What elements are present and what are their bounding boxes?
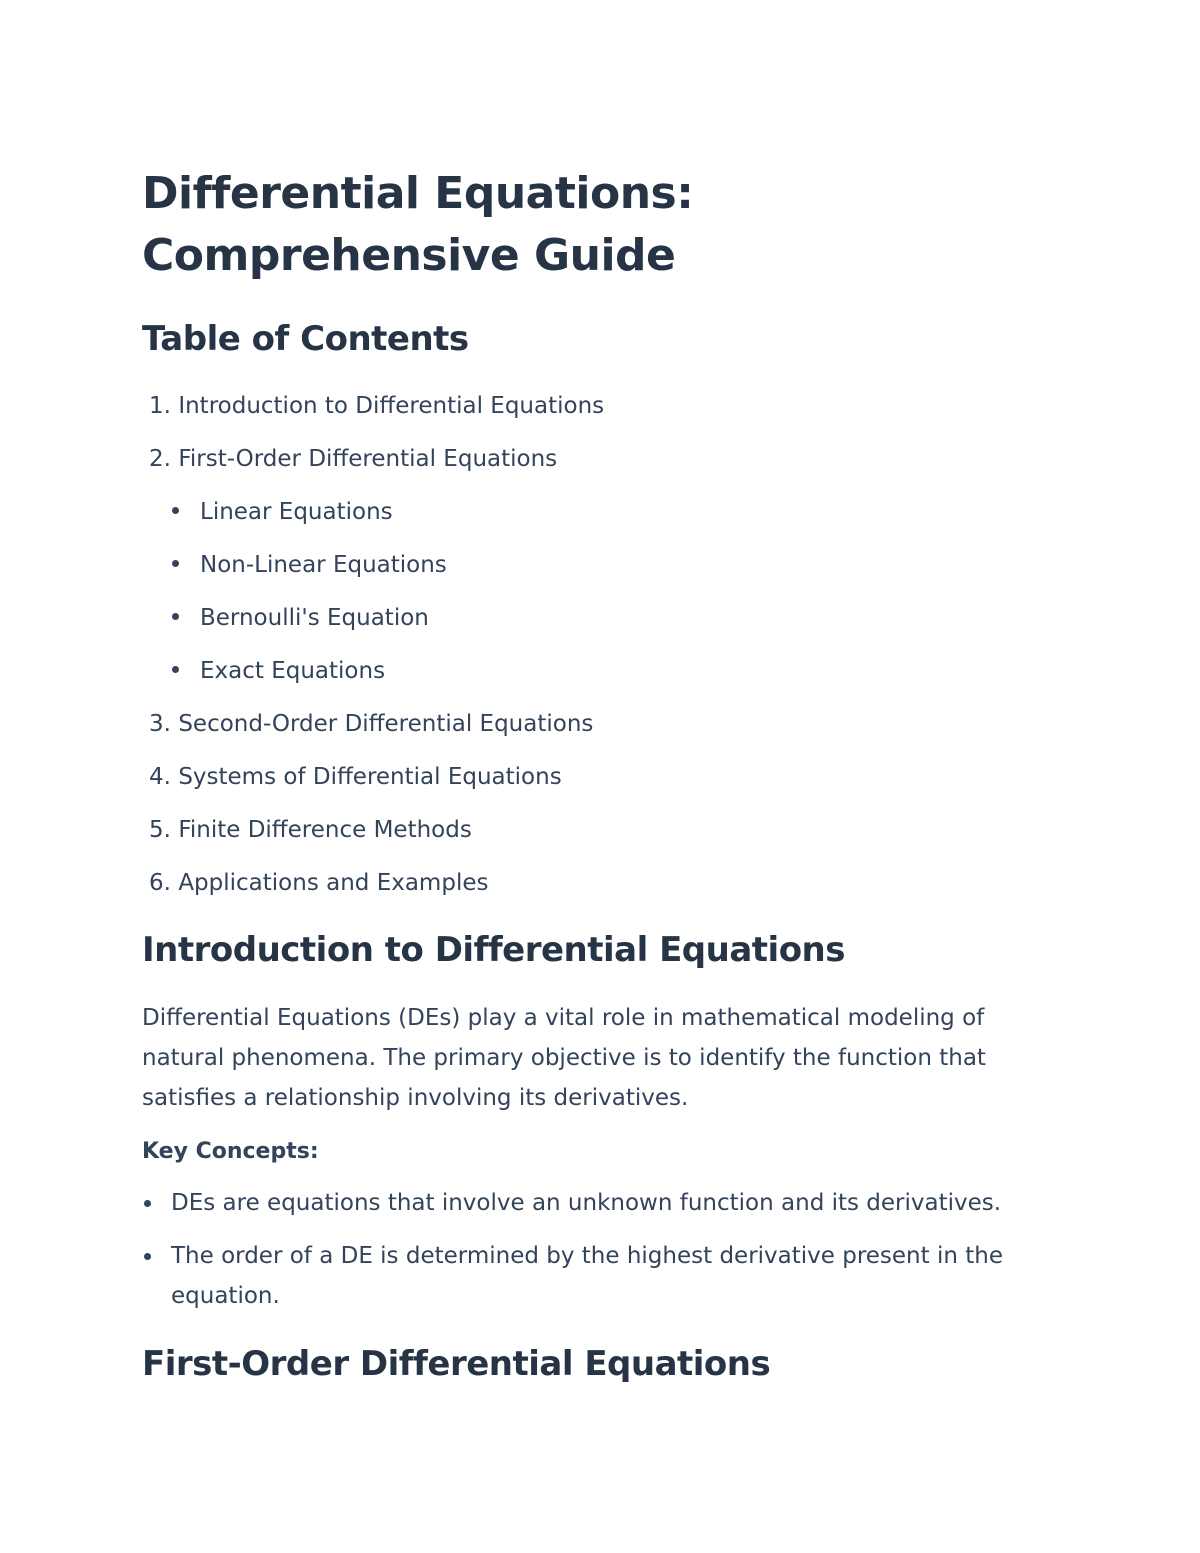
key-concept-item: [142, 1183, 1057, 1223]
toc-item-label: Finite Difference Methods: [178, 817, 472, 843]
bullet-icon: [172, 666, 179, 673]
toc-item-finite-difference[interactable]: [142, 815, 472, 845]
toc-item-first-order[interactable]: [142, 444, 557, 474]
toc-subitem-label: Non-Linear Equations: [200, 552, 447, 578]
key-concept-item: [142, 1236, 1057, 1316]
toc-item-second-order[interactable]: [142, 709, 593, 739]
key-concept-text: The order of a DE is determined by the highest derivative present in the equation.: [171, 1243, 1003, 1309]
toc-item-label: First-Order Differential Equations: [178, 446, 558, 472]
toc-subitem-exact[interactable]: [172, 656, 385, 686]
toc-item-label: Applications and Examples: [178, 870, 489, 896]
toc-item-number: 1.: [149, 393, 171, 419]
toc-subitem-label: Linear Equations: [200, 499, 393, 525]
toc-subitem-bernoulli[interactable]: [172, 603, 429, 633]
toc-item-label: Introduction to Differential Equations: [178, 393, 605, 419]
toc-item-number: 2.: [149, 446, 171, 472]
bullet-icon: [172, 613, 179, 620]
toc-item-number: 5.: [149, 817, 171, 843]
toc-item-introduction[interactable]: [142, 391, 604, 421]
intro-heading: Introduction to Differential Equations: [142, 930, 846, 970]
intro-paragraph: Differential Equations (DEs) play a vital role in mathematical modeling of natural phenomena. The primary objective is to identify the function that satisfies a relationship involving its derivatives.: [142, 1005, 986, 1111]
bullet-icon: [144, 1253, 151, 1260]
toc-subitem-linear[interactable]: [172, 497, 393, 527]
toc-item-systems[interactable]: [142, 762, 562, 792]
toc-item-number: 4.: [149, 764, 171, 790]
key-concepts-label: Key Concepts:: [142, 1139, 319, 1164]
toc-subitem-label: Bernoulli's Equation: [200, 605, 429, 631]
toc-subitem-non-linear[interactable]: [172, 550, 447, 580]
toc-item-label: Second-Order Differential Equations: [178, 711, 594, 737]
toc-heading: Table of Contents: [142, 319, 469, 359]
toc-subitem-label: Exact Equations: [200, 658, 386, 684]
toc-item-number: 6.: [149, 870, 171, 896]
document-title: Differential Equations: Comprehensive Guide: [142, 168, 694, 281]
bullet-icon: [172, 507, 179, 514]
bullet-icon: [144, 1200, 151, 1207]
bullet-icon: [172, 560, 179, 567]
toc-item-number: 3.: [149, 711, 171, 737]
first-order-heading: First-Order Differential Equations: [142, 1344, 771, 1384]
toc-item-label: Systems of Differential Equations: [178, 764, 562, 790]
toc-item-applications[interactable]: [142, 868, 488, 898]
key-concept-text: DEs are equations that involve an unknown function and its derivatives.: [171, 1190, 1002, 1216]
